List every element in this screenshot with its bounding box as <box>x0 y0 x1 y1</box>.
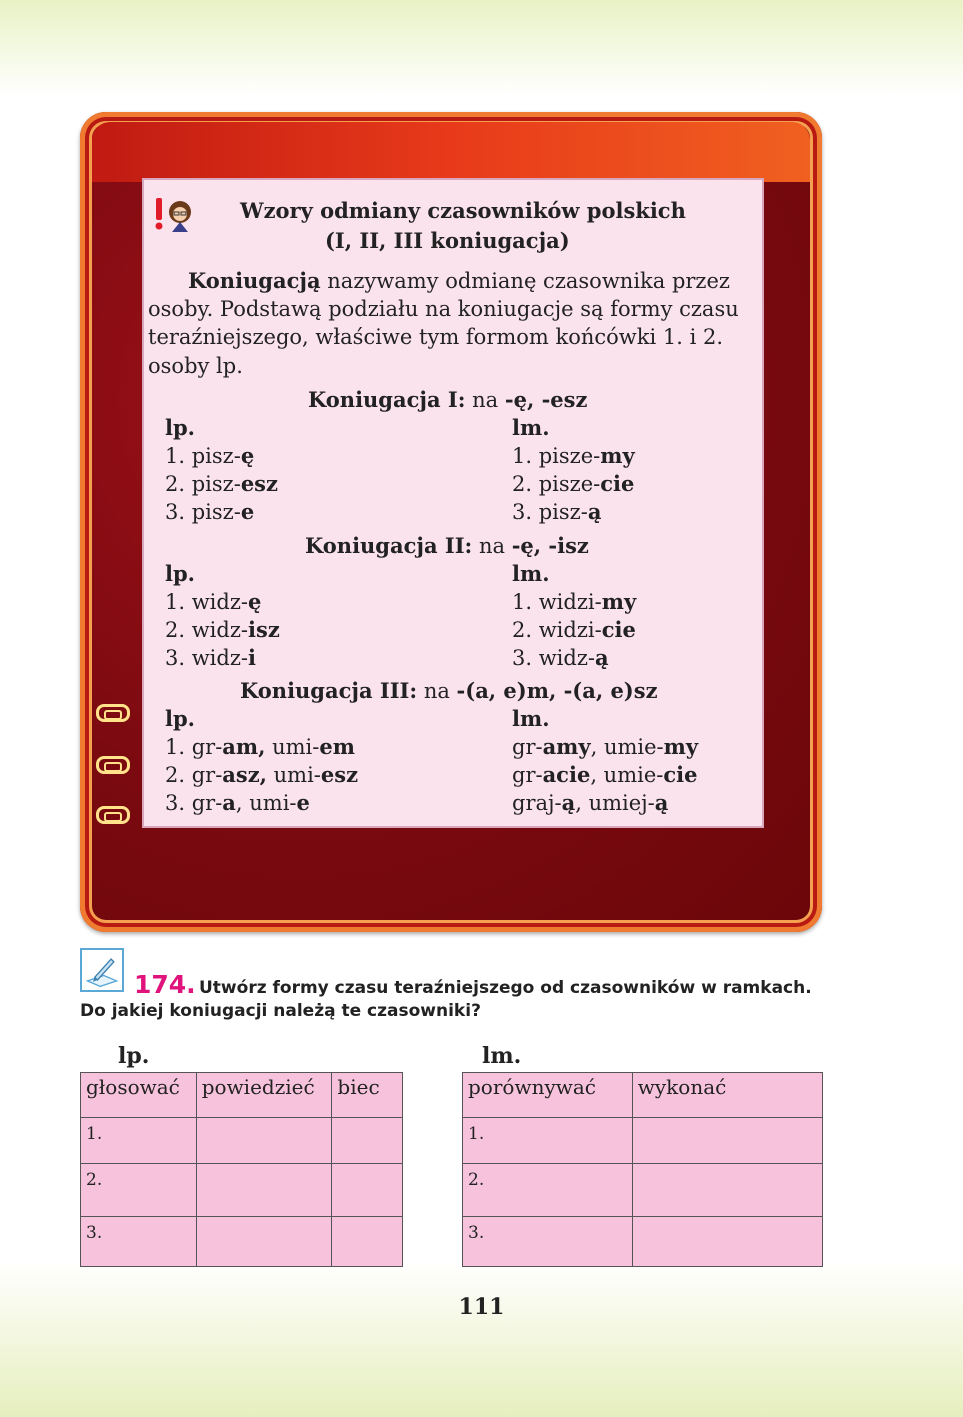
table-header-cell: porównywać <box>463 1073 633 1118</box>
answer-cell[interactable] <box>196 1217 332 1267</box>
frame-button-icon <box>96 806 130 824</box>
answer-cell[interactable] <box>632 1164 822 1217</box>
conj1-pl-2: 2. pisze-cie <box>512 471 635 496</box>
task-instruction-line-2: Do jakiej koniugacji należą te czasowniki? <box>80 1001 481 1021</box>
conj3-pl-1: gr-amy, umie-my <box>512 734 699 759</box>
conj3-sg-2: 2. gr-asz, umi-esz <box>165 762 359 787</box>
answer-cell[interactable] <box>196 1164 332 1217</box>
frame-button-icon <box>96 756 130 774</box>
frame-top-band <box>92 122 810 182</box>
conj2-pl-2: 2. widzi-cie <box>512 617 636 642</box>
row-number-cell: 1. <box>81 1118 197 1164</box>
conj1-sg-2: 2. pisz-esz <box>165 471 278 496</box>
conj1-pl-3: 3. pisz-ą <box>512 499 602 524</box>
row-number-cell: 1. <box>463 1118 633 1164</box>
answer-cell[interactable] <box>332 1217 403 1267</box>
lp-label: lp. <box>165 561 195 586</box>
intro-line-3: teraźniejszego, właściwe tym formom końcówki 1. i 2. <box>148 325 724 349</box>
conj2-heading: Koniugacja II: na -ę, -isz <box>305 533 589 558</box>
box-subtitle: (I, II, III koniugacja) <box>325 228 570 253</box>
conj2-pl-1: 1. widzi-my <box>512 589 637 614</box>
intro-term: Koniugacją <box>188 268 321 293</box>
answer-cell[interactable] <box>632 1118 822 1164</box>
page-number: 111 <box>458 1294 505 1320</box>
task-number: 174. <box>134 970 196 999</box>
conj2-sg-3: 3. widz-i <box>165 645 256 670</box>
row-number-cell: 2. <box>463 1164 633 1217</box>
conj3-pl-3: graj-ą, umiej-ą <box>512 790 669 815</box>
conj1-pl-1: 1. pisze-my <box>512 443 635 468</box>
row-number-cell: 2. <box>81 1164 197 1217</box>
attention-icon <box>152 196 196 232</box>
row-number-cell: 3. <box>463 1217 633 1267</box>
conj3-pl-2: gr-acie, umie-cie <box>512 762 698 787</box>
lp-label: lp. <box>165 706 195 731</box>
table-lp-label: lp. <box>118 1043 150 1069</box>
lm-label: lm. <box>512 561 550 586</box>
singular-exercise-table <box>80 1072 403 1267</box>
conj2-pl-3: 3. widz-ą <box>512 645 609 670</box>
plural-exercise-table <box>462 1072 823 1267</box>
lm-label: lm. <box>512 415 550 440</box>
lp-label: lp. <box>165 415 195 440</box>
intro-line-1 <box>148 267 754 296</box>
conj1-heading: Koniugacja I: na -ę, -esz <box>308 387 588 412</box>
lm-label: lm. <box>512 706 550 731</box>
answer-cell[interactable] <box>332 1164 403 1217</box>
answer-cell[interactable] <box>332 1118 403 1164</box>
answer-cell[interactable] <box>196 1118 332 1164</box>
writing-task-icon <box>80 948 124 992</box>
table-lm-label: lm. <box>482 1043 522 1069</box>
conj1-sg-3: 3. pisz-e <box>165 499 255 524</box>
conj3-sg-1: 1. gr-am, umi-em <box>165 734 355 759</box>
row-number-cell: 3. <box>81 1217 197 1267</box>
table-header-cell: głosować <box>81 1073 197 1118</box>
box-title: Wzory odmiany czasowników polskich <box>240 198 686 223</box>
conj2-sg-1: 1. widz-ę <box>165 589 262 614</box>
conj1-sg-1: 1. pisz-ę <box>165 443 255 468</box>
table-header-cell: biec <box>332 1073 403 1118</box>
conj3-heading: Koniugacja III: na -(a, e)m, -(a, e)sz <box>240 678 658 703</box>
intro-text: nazywamy odmianę czasownika przez <box>320 269 730 293</box>
table-header-cell: powiedzieć <box>196 1073 332 1118</box>
task-instruction-line-1: Utwórz formy czasu teraźniejszego od czasowników w ramkach. <box>199 978 812 998</box>
answer-cell[interactable] <box>632 1217 822 1267</box>
conj2-sg-2: 2. widz-isz <box>165 617 280 642</box>
table-header-cell: wykonać <box>632 1073 822 1118</box>
frame-button-icon <box>96 704 130 722</box>
conj3-sg-3: 3. gr-a, umi-e <box>165 790 310 815</box>
intro-line-4: osoby lp. <box>148 354 243 378</box>
intro-line-2: osoby. Podstawą podziału na koniugacje są formy czasu <box>148 297 739 321</box>
